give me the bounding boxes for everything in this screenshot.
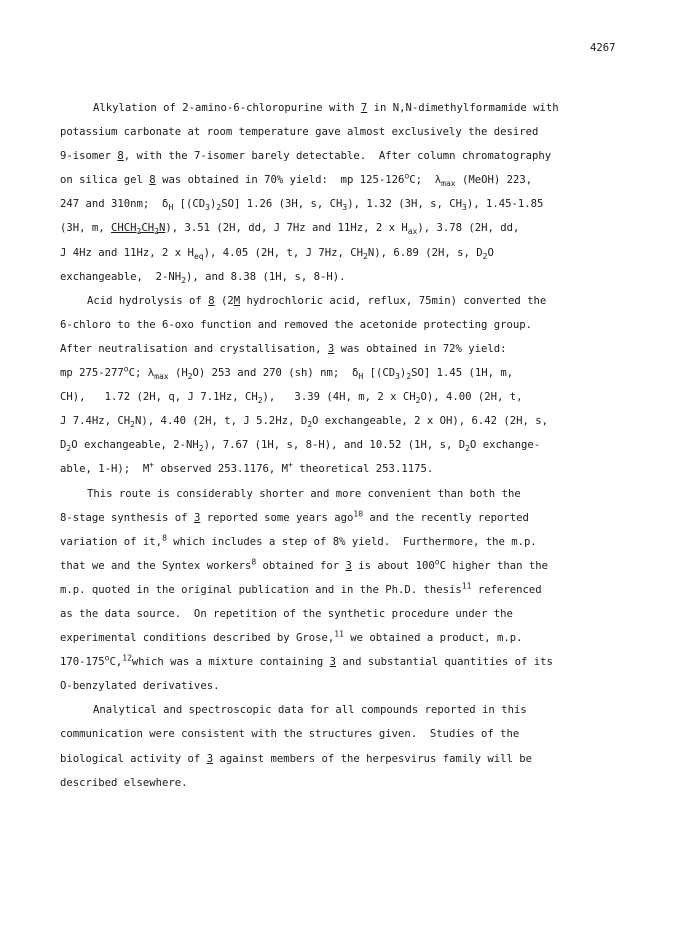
text-line: on silica gel 8 was obtained in 70% yield: mp 125-126$^o$C; $\lambda_{max}$ (MeOH) 223, xyxy=(60,171,533,189)
text-line: as the data source. On repetition of the synthetic procedure under the xyxy=(60,607,513,620)
paragraph-analytical xyxy=(60,698,630,794)
text-line: 170-175$^o$C,$^{12}$which was a mixture containing 3 and substantial quantities of its xyxy=(60,653,553,669)
text-line: experimental conditions described by Grose,$^{11}$ we obtained a product, m.p. xyxy=(60,629,523,645)
article-body xyxy=(60,96,630,795)
text-line: J 7.4Hz, $CH_2N$), 4.40 (2H, t, J 5.2Hz, $D_2O$ exchangeable, 2 x OH), 6.42 (2H, s, xyxy=(60,415,549,430)
text-line: CH), 1.72 (2H, q, J 7.1Hz, $CH_2$), 3.39 (4H, m, 2 x $CH_2O$), 4.00 (2H, t, xyxy=(60,391,523,406)
text-line: that we and the Syntex workers$^8$ obtained for 3 is about 100$^o$C higher than the xyxy=(60,557,549,572)
text-line: potassium carbonate at room temperature gave almost exclusively the desired xyxy=(60,126,539,139)
text-line: After neutralisation and crystallisation, 3 was obtained in 72% yield: xyxy=(60,342,507,355)
paragraph-alkylation xyxy=(60,96,630,289)
text-line: 6-chloro to the 6-oxo function and removed the acetonide protecting group. xyxy=(60,318,532,331)
text-line: variation of it,$^8$ which includes a step of 8% yield. Furthermore, the m.p. xyxy=(60,533,537,548)
text-line: exchangeable, $2-NH_2$), and 8.38 (1H, s, 8-H). xyxy=(60,270,346,285)
page-number: 4267 xyxy=(590,42,616,54)
text-line: Acid hydrolysis of 8 (2M hydrochloric acid, reflux, 75min) converted the xyxy=(87,294,547,307)
paragraph-route xyxy=(60,482,630,699)
text-line: 247 and 310nm; $\delta_H$ $[(CD_3)_2SO]$ 1.26 (3H, s, $CH_3$), 1.32 (3H, s, $CH_3$), 1.45-1.85 xyxy=(60,198,544,213)
text-line: (3H, m, $CHCH_2CH_2N$), 3.51 (2H, dd, J 7Hz and 11Hz, 2 x $H_{ax}$), 3.78 (2H, dd, xyxy=(60,222,520,237)
paragraph-hydrolysis xyxy=(60,289,630,482)
text-line: able, 1-H); M+ observed 253.1176, M+ theoretical 253.1175. xyxy=(60,460,434,476)
text-line: $D_2O$ exchangeable, $2-NH_2$), 7.67 (1H, s, 8-H), and 10.52 (1H, s, $D_2O$ exchange- xyxy=(60,439,541,454)
text-line: 8-stage synthesis of 3 reported some years ago$^{10}$ and the recently reported xyxy=(60,509,529,524)
text-line: J 4Hz and 11Hz, 2 x $H_{eq}$), 4.05 (2H, t, J 7Hz, $CH_2N$), 6.89 (2H, s, $D_2O$ xyxy=(60,246,494,261)
text-line: communication were consistent with the structures given. Studies of the xyxy=(60,728,520,741)
text-line: described elsewhere. xyxy=(60,776,188,789)
text-line: m.p. quoted in the original publication and in the Ph.D. thesis$^{11}$ referenced xyxy=(60,581,542,596)
text-line: This route is considerably shorter and more convenient than both the xyxy=(87,487,521,500)
text-line: mp 275-277$^o$C; $\lambda_{max}$ $(H_2O)$ 253 and 270 (sh) nm; $\delta_H$ $[(CD_3)_2SO]$ 1.45 (1H, m, xyxy=(60,364,514,382)
text-line: Alkylation of 2-amino-6-chloropurine with 7 in N,N-dimethylformamide with xyxy=(93,102,559,114)
text-line: Analytical and spectroscopic data for all compounds reported in this xyxy=(93,704,527,717)
text-line: 9-isomer 8, with the 7-isomer barely detectable. After column chromatography xyxy=(60,150,552,163)
text-line: biological activity of 3 against members of the herpesvirus family will be xyxy=(60,752,532,765)
text-line: O-benzylated derivatives. xyxy=(60,680,220,693)
